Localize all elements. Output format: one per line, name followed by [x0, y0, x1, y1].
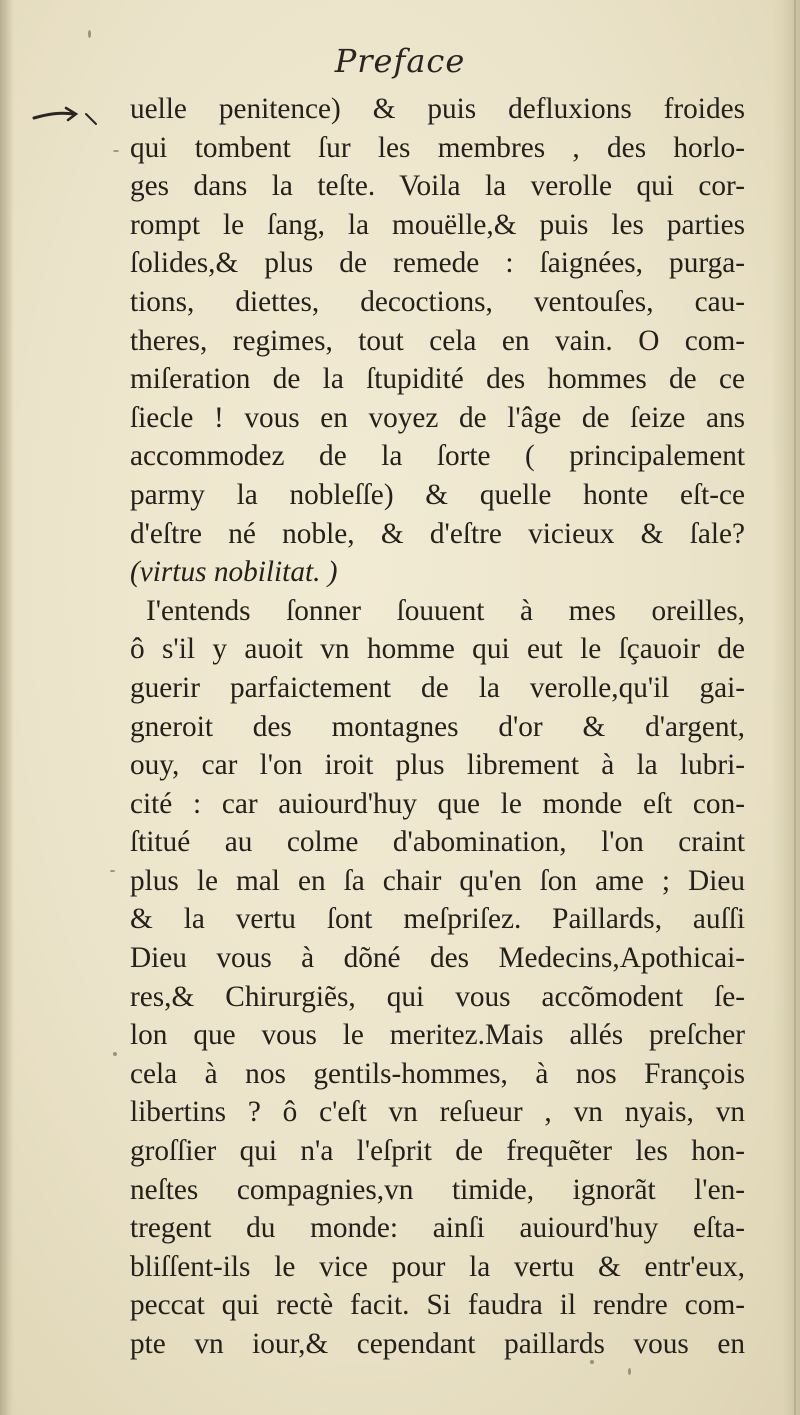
- text-line: theres, regimes, tout cela en vain. O com-: [130, 324, 745, 357]
- text-line: groſſier qui n'a l'eſprit de frequẽter les hon-: [130, 1135, 745, 1168]
- paper-speck: [113, 150, 119, 152]
- paper-speck: [113, 1052, 117, 1056]
- text-line: bliſſent-ils le vice pour la vertu & entr'eux,: [130, 1250, 745, 1283]
- text-line: libertins ? ô c'eſt vn reſueur , vn nyais, vn: [130, 1096, 745, 1129]
- text-line: accommodez de la ſorte ( principalement: [130, 440, 745, 473]
- text-line: ô s'il y auoit vn homme qui eut le ſçauoir de: [130, 633, 745, 666]
- text-line: pte vn iour,& cependant paillards vous en: [130, 1328, 745, 1360]
- text-line: qui tombent ſur les membres , des horlo-: [130, 131, 745, 164]
- text-line: ſolides,& plus de remede : ſaignées, purga-: [130, 247, 745, 280]
- text-line: uelle penitence) & puis defluxions froides: [130, 93, 745, 125]
- text-line: ſtitué au colme d'abomination, l'on craint: [130, 826, 745, 859]
- text-line: cité : car auiourd'huy que le monde eſt con-: [130, 787, 745, 820]
- text-line: guerir parfaictement de la verolle,qu'il gai-: [130, 671, 745, 704]
- margin-pen-mark-icon: [30, 104, 110, 128]
- paragraph-start-line: I'entends ſonner ſouuent à mes oreilles,: [146, 594, 745, 627]
- text-line: plus le mal en ſa chair qu'en ſon ame ; Dieu: [130, 864, 745, 897]
- page-left-edge: [0, 0, 14, 1415]
- text-line: neſtes compagnies,vn timide, ignorãt l'en-: [130, 1173, 745, 1206]
- text-line: miſeration de la ſtupidité des hommes de ce: [130, 363, 745, 396]
- body-text: [130, 90, 745, 1364]
- paper-speck: [628, 1368, 631, 1375]
- paper-speck: [110, 870, 115, 872]
- text-line: tions, diettes, decoctions, ventouſes, cau-: [130, 285, 745, 318]
- text-line: ouy, car l'on iroit plus librement à la lubri-: [130, 749, 745, 782]
- running-head: Preface: [334, 42, 466, 80]
- text-line: cela à nos gentils-hommes, à nos François: [130, 1057, 745, 1090]
- text-line: gneroit des montagnes d'or & d'argent,: [130, 710, 745, 743]
- text-line: Dieu vous à dõné des Medecins,Apothicai-: [130, 942, 745, 975]
- text-line: parmy la nobleſſe) & quelle honte eſt-ce: [130, 478, 745, 511]
- text-line: d'eſtre né noble, & d'eſtre vicieux & ſale?: [130, 517, 745, 550]
- page-fold-shadow: [794, 0, 796, 1415]
- text-line: peccat qui rectè facit. Si faudra il rendre com-: [130, 1289, 745, 1322]
- text-line: ſiecle ! vous en voyez de l'âge de ſeize ans: [130, 401, 745, 434]
- text-line: res,& Chirurgiẽs, qui vous accõmodent ſe-: [130, 980, 745, 1013]
- text-line: & la vertu ſont meſpriſez. Paillards, auſſi: [130, 903, 745, 936]
- paper-speck: [88, 30, 91, 38]
- text-line: ges dans la teſte. Voila la verolle qui cor-: [130, 170, 745, 203]
- latin-quotation: (virtus nobilitat. ): [130, 556, 338, 589]
- text-line: rompt le ſang, la mouëlle,& puis les parties: [130, 208, 745, 241]
- text-line: lon que vous le meritez.Mais allés preſcher: [130, 1019, 745, 1052]
- text-line: tregent du monde: ainſi auiourd'huy eſta-: [130, 1212, 745, 1245]
